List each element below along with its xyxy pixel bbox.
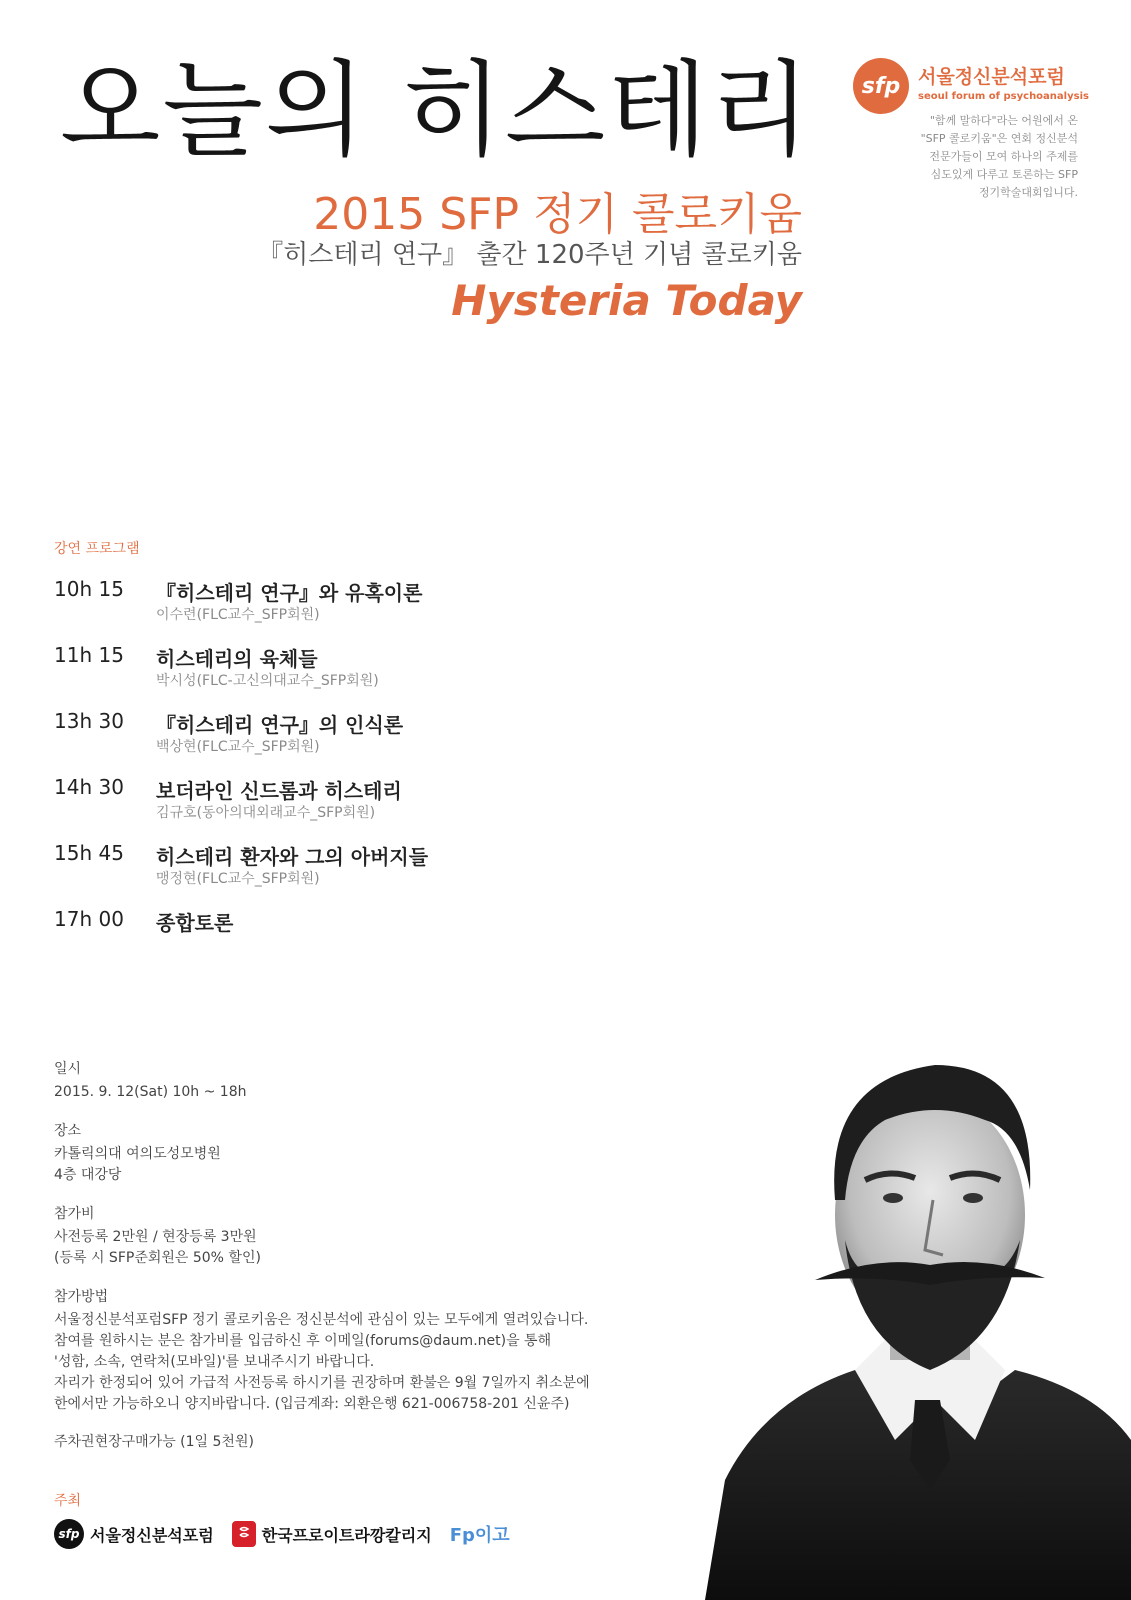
program-speaker: 박시성(FLC-고신의대교수_SFP회원) [156,673,379,689]
org-description-line: "함께 말하다"라는 어원에서 온 [929,114,1078,127]
date-value: 2015. 9. 12(Sat) 10h ~ 18h [54,1084,247,1100]
program-time: 14h 30 [54,775,124,799]
sfp-host-logo-icon: sfp [54,1519,84,1549]
method-line: 참여를 원하시는 분은 참가비를 입금하신 후 이메일(forums@daum.net)을 통해 [54,1333,552,1349]
fee-info [54,1203,674,1269]
program-title: 히스테리 환자와 그의 아버지들 [156,845,429,869]
org-description-line: 전문가들이 모여 하나의 주제를 [929,150,1078,163]
program-speaker: 김규호(동아의대외래교수_SFP회원) [156,805,376,821]
program-time: 17h 00 [54,907,124,931]
flc-logo-graphic [234,1523,254,1545]
flc-host-logo-icon [232,1521,256,1547]
method-info [54,1286,674,1415]
program-time: 10h 15 [54,577,124,601]
program-time: 11h 15 [54,643,124,667]
date-label: 일시 [54,1061,82,1077]
portrait-image [705,1040,1131,1600]
fee-label: 참가비 [54,1206,95,1222]
sfp-logo-icon: sfp [853,58,909,114]
parking-text: 주차권현장구매가능 (1일 5천원) [54,1434,254,1450]
org-description [838,112,1078,202]
host-name: 한국프로이트라깡칼리지 [261,1525,432,1545]
english-title: Hysteria Today [451,276,802,325]
program-title: 『히스테리 연구』의 인식론 [156,713,404,737]
host-logos [54,1516,510,1552]
org-name-en: seoul forum of psychoanalysis [918,91,1089,102]
method-line: 한에서만 가능하오니 양지바랍니다. (입금계좌: 외환은행 621-006758-201 신윤주) [54,1396,570,1412]
program-label: 강연 프로그램 [54,541,140,557]
fp-host-logo-icon: Fp이고 [449,1525,510,1546]
program-time: 15h 45 [54,841,124,865]
fee-line: 사전등록 2만원 / 현장등록 3만원 [54,1229,257,1245]
host-name: 서울정신분석포럼 [90,1525,214,1545]
place-info [54,1120,674,1186]
program-time: 13h 30 [54,709,124,733]
place-label: 장소 [54,1123,82,1139]
org-description-line: 심도있게 다루고 토론하는 SFP [930,168,1078,181]
colloquium-title: 2015 SFP 정기 콜로키움 [313,189,802,240]
program-speaker: 이수련(FLC교수_SFP회원) [156,607,320,623]
parking-info [54,1432,674,1453]
program-title: 종합토론 [156,911,234,935]
main-title: 오늘의 히스테리 [60,49,813,171]
event-info [54,1058,674,1470]
method-line: 서울정신분석포럼SFP 정기 콜로키움은 정신분석에 관심이 있는 모두에게 열려있습니다. [54,1312,589,1328]
host-label: 주최 [54,1493,82,1509]
org-name-kr: 서울정신분석포럼 [918,66,1065,88]
program-speaker: 맹정현(FLC교수_SFP회원) [156,871,320,887]
org-description-line: 정기학술대회입니다. [978,186,1078,199]
program-speaker: 백상현(FLC교수_SFP회원) [156,739,320,755]
method-label: 참가방법 [54,1289,109,1305]
fee-line: (등록 시 SFP준회원은 50% 할인) [54,1250,261,1266]
program-title: 『히스테리 연구』와 유혹이론 [156,581,423,605]
program-title: 보더라인 신드롬과 히스테리 [156,779,402,803]
org-description-line: "SFP 콜로키움"은 연회 정신분석 [920,132,1078,145]
program-title: 히스테리의 육체들 [156,647,318,671]
method-line: 자리가 한정되어 있어 가급적 사전등록 하시기를 권장하며 환불은 9월 7일까지 취소분에 [54,1375,590,1391]
method-line: '성함, 소속, 연락처(모바일)'를 보내주시기 바랍니다. [54,1354,375,1370]
place-line: 카톨릭의대 여의도성모병원 [54,1146,221,1162]
place-line: 4층 대강당 [54,1167,122,1183]
date-info [54,1058,674,1103]
subtitle: 『히스테리 연구』 출간 120주년 기념 콜로키움 [257,240,802,270]
